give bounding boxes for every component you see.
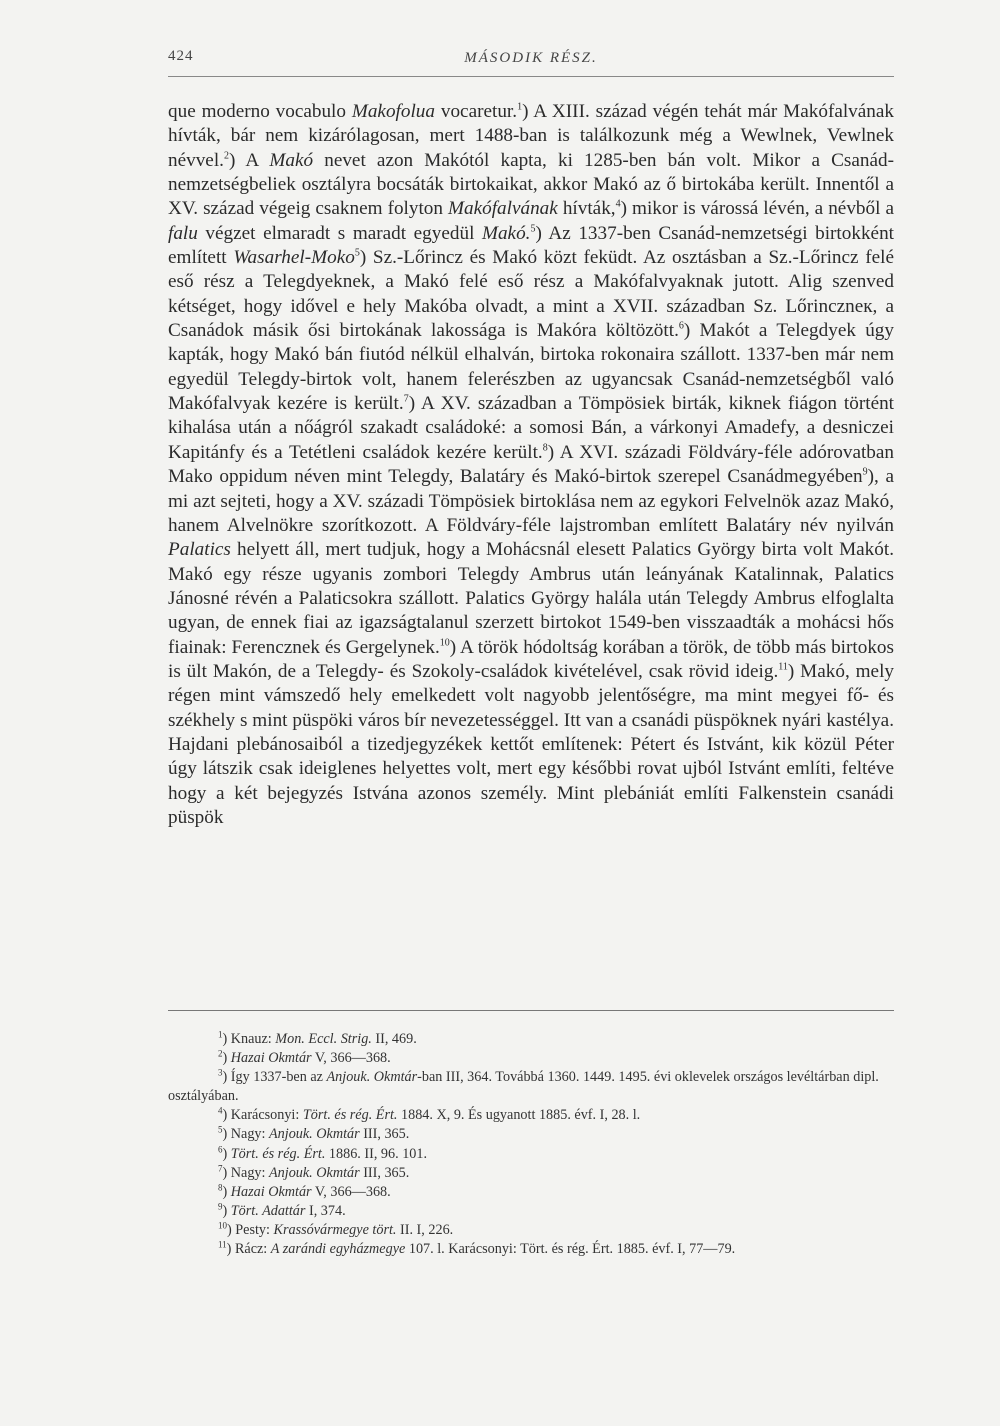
- footnote-text: ) Karácsonyi:: [222, 1107, 303, 1124]
- footnote-number: 10: [218, 1220, 227, 1231]
- footnote: [168, 1068, 894, 1106]
- text-run: ) Az 1337-ben Csanád-nemzetségi birtokként említett: [168, 222, 894, 269]
- footnote-number: 1: [218, 1029, 223, 1040]
- footnote: [168, 1164, 894, 1183]
- text-run: que moderno vocabulo: [168, 101, 352, 122]
- footnote-source: Tört. és rég. Ért.: [302, 1107, 398, 1124]
- footnote-ref: 5: [354, 247, 360, 259]
- footnote-ref: 11: [778, 661, 788, 673]
- footnote-source: Tört. Adattár: [230, 1202, 306, 1219]
- footnote-number: 5: [218, 1124, 223, 1135]
- footnote-source: Anjouk. Okmtár: [326, 1069, 418, 1086]
- footnote-number: 8: [218, 1182, 223, 1193]
- running-title: MÁSODIK RÉSZ.: [464, 50, 598, 66]
- italic-term: Wasarhel-Moko: [233, 247, 355, 269]
- page-number: 424: [168, 48, 194, 64]
- footnote-text: II, 469.: [371, 1031, 417, 1047]
- text-run: nevet azon Makótól kapta, ki 1285-ben bán volt. Mikor a Csanád-nemzetségbeliek osztályra bocsáták birtokaikat, akkor Makó az ő birtokába került. Innentől a XV. század végeig csaknem folyton: [168, 149, 894, 220]
- footnote-text: ): [222, 1145, 231, 1162]
- footnote-text: II. I, 226.: [396, 1221, 454, 1238]
- footnote: [168, 1049, 894, 1068]
- text-run: ) A: [228, 149, 270, 171]
- footnote-text: ): [222, 1183, 231, 1200]
- footnote-source: Anjouk. Okmtár: [269, 1164, 360, 1181]
- footnote-text: ) Knauz:: [222, 1031, 276, 1047]
- footnote-ref: 9: [862, 466, 868, 478]
- footnote: [168, 1106, 894, 1125]
- italic-term: Makofolua: [351, 101, 435, 122]
- italic-term: Palatics: [168, 539, 231, 561]
- footnote-text: III, 365.: [359, 1126, 410, 1143]
- footnote-ref: 6: [678, 320, 684, 332]
- footnote-number: 9: [218, 1201, 223, 1212]
- page-header: [168, 48, 894, 84]
- footnote-text: 1884. X, 9. És ugyanott 1885. évf. I, 28. l.: [397, 1107, 641, 1124]
- footnote-text: V, 366—368.: [311, 1183, 391, 1200]
- footnote: [168, 1240, 894, 1259]
- text-run: ), a mi azt sejteti, hogy a XV. századi Tömpösiek birtoklása nem az egykori Felvelnök azaz Makó, hanem Alvelnökre szorítkozott. A Földváry-féle lajstromban említett Balatáry név nyilván: [168, 466, 895, 536]
- footnote: [168, 1030, 894, 1049]
- footnote-text: III, 365.: [359, 1164, 410, 1181]
- footnote-number: 6: [218, 1143, 223, 1154]
- text-run: hívták,: [557, 198, 616, 220]
- footnote-ref: 1: [517, 101, 523, 113]
- footnote-text: ) Rácz:: [226, 1241, 271, 1258]
- footnote: [168, 1221, 894, 1240]
- text-run: végzet elmaradt s maradt egyedül: [197, 222, 482, 244]
- footnote-source: Hazai Okmtár: [230, 1050, 312, 1067]
- italic-term: Makó: [269, 149, 314, 171]
- footnote: [168, 1183, 894, 1202]
- footnote-ref: 7: [403, 393, 409, 405]
- footnote-text: 1886. II, 96. 101.: [325, 1145, 428, 1162]
- text-run: ) A XIII. század végén tehát már Makófalvának hívták, bár nem kizárólagosan, mert 1488-ban is találkozunk még a Wewlnek, Vewlnek névvel.: [168, 101, 894, 171]
- footnote-text: ): [222, 1050, 231, 1067]
- text-run: helyett áll, mert tudjuk, hogy a Mohácsnál elesett Palatics György birta volt Makót. Makó egy része ugyanis zombori Telegdy Ambrus után leányának Katalinnak, Palatics Jánosné révén a Palaticsokra szállott. Palatics György halála után Telegdy Ambrus elfoglalta ugyan, de ennek fiai az igazságtalanul szerzett birtokot 1549-ben visszaadták a mohácsi hős fiainak: Ferencznek és Gergelynek.: [168, 539, 894, 658]
- footnote-source: Mon. Eccl. Strig.: [275, 1031, 372, 1047]
- footnote-source: A zarándi egyházmegye: [270, 1241, 406, 1258]
- footnote: [168, 1125, 894, 1144]
- footnote-ref: 8: [542, 442, 548, 454]
- footnote-number: 4: [218, 1105, 223, 1116]
- footnote-ref: 2: [223, 150, 229, 162]
- footnote-text: I, 374.: [305, 1202, 346, 1219]
- text-run: ) A XV. században a Tömpösiek birták, kiknek fiágon történt kihalása után a nőágról szakadt családoké: a somosi Bán, a várkonyi Amadefy, a desniczei Kapitánfy és a Tetétleni családok kezére került.: [168, 393, 895, 463]
- italic-term: Makó.: [481, 222, 531, 244]
- text-run: ) Makót a Telegdyek úgy kapták, hogy Makó bán fiutód nélkül elhalván, birtoka rokonaira szállott. 1337-ben már nem egyedül Telegdy-birtok volt, hanem felerészben az ugyancsak Csanád-nemzetségből való Makófalvyak kezére is került.: [168, 320, 894, 415]
- footnote-ref: 5: [530, 223, 536, 235]
- footnote-number: 3: [218, 1067, 223, 1078]
- text-run: ) Makó, mely régen mint vámszedő hely emelkedett volt nagyobb jelentőségre, ma mint megyei fő- és székhely s mint püspöki város bír nevezetességgel. Itt van a csanádi püspöknek nyári kastélya. Hajdani plebánosaiból a tizedjegyzékek kettőt említenek: Pétert és Istvánt, kik közül Péter úgy látszik csak ideiglenes helyettes volt, mert egy későbbi rovat ujból Istvánt említi, feltéve hogy a két bejegyzés Istvána azonos személy. Mint plebániát említi Falkenstein csanádi püspök: [168, 660, 894, 828]
- text-run: ) mikor is várossá lévén, a névből a: [620, 198, 894, 220]
- text-run: ) Sz.-Lőrincz és Makó közt feküdt. Az osztásban a Sz.-Lőrincz felé eső rész a Telegdyeknek, a Makó felé eső rész a Makófalvyaknak jutott. Alig szenved kétséget, hogy idővel e hely Makóba olvadt, a mint a XVII. században Sz. Lőrinczneк, a Csanádok másik ősi birtokának lakossága is Makóra költözött.: [168, 247, 894, 342]
- footnote-text: ) Nagy:: [222, 1164, 269, 1181]
- footnote-ref: 10: [439, 637, 450, 649]
- header-rule: [168, 76, 894, 77]
- footnote-number: 2: [218, 1048, 223, 1059]
- footnote-text: ) Pesty:: [227, 1221, 274, 1238]
- body-text: [168, 100, 894, 830]
- italic-term: falu: [168, 222, 198, 244]
- text-run: vocaretur.: [435, 101, 518, 122]
- footnote-source: Tört. és rég. Ért.: [230, 1145, 326, 1162]
- body-paragraph: [168, 100, 894, 830]
- footnote-text: ) Nagy:: [222, 1126, 269, 1143]
- footnote-text: 107. l. Karácsonyi: Tört. és rég. Ért. 1885. évf. I, 77—79.: [405, 1241, 736, 1258]
- text-run: ) A török hódoltság korában a török, de több más birtokos is ült Makón, de a Telegdy- és Szokoly-családok kivételével, csak rövid ideig.: [168, 636, 894, 682]
- text-run: ) A XVI. századi Földváry-féle adórovatban Mako oppidum néven mint Telegdy, Balatáry és Makó-birtok szerepel Csanádmegyében: [168, 441, 894, 488]
- footnote-text: ) Így 1337-ben az: [222, 1069, 327, 1086]
- footnote: [168, 1145, 894, 1164]
- footnote-source: Hazai Okmtár: [230, 1183, 312, 1200]
- footnote-source: Krassóvármegye tört.: [273, 1221, 397, 1238]
- footnote-number: 11: [218, 1239, 227, 1250]
- footnote-ref: 4: [615, 198, 621, 210]
- footnotes: [168, 1030, 894, 1259]
- footnote-text: ): [222, 1202, 231, 1219]
- footnote-source: Anjouk. Okmtár: [269, 1126, 360, 1143]
- footnote-number: 7: [218, 1162, 223, 1173]
- footnote: [168, 1202, 894, 1221]
- footnote-text: V, 366—368.: [311, 1050, 391, 1067]
- footnote-text: -ban III, 364. Továbbá 1360. 1449. 1495. évi oklevelek országos levéltárban dipl. osztályában.: [168, 1069, 879, 1105]
- footnote-rule: [168, 1010, 894, 1011]
- italic-term: Makófalvának: [448, 198, 558, 220]
